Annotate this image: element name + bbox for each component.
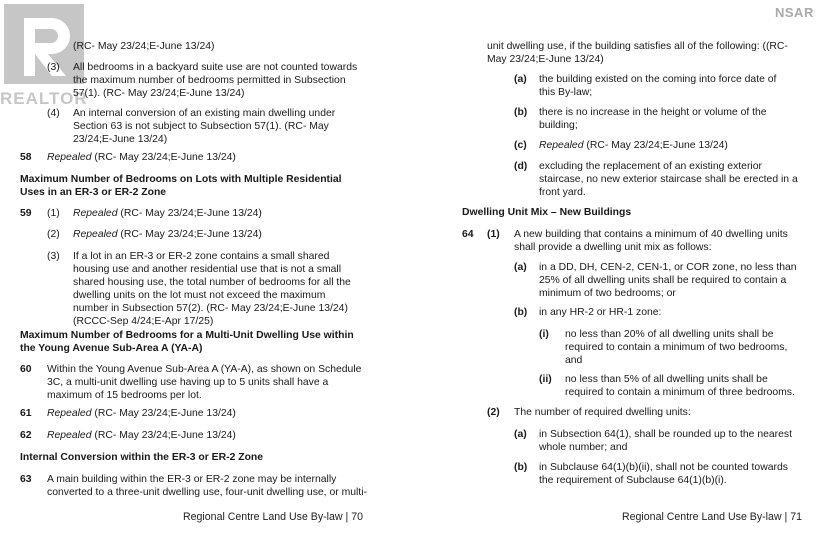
- clause-text: [539, 139, 794, 152]
- subsection-number: (3): [47, 251, 60, 262]
- section-text: A main building within the ER-3 or ER-2 zone may be internally converted to a three-unit dwelling use, four-unit dwelling use, or multi-: [47, 474, 367, 498]
- section-heading: Dwelling Unit Mix – New Buildings: [462, 207, 632, 218]
- section-number: 61: [20, 408, 32, 419]
- repealed-label: Repealed: [73, 229, 118, 240]
- section-heading: Internal Conversion within the ER-3 or ER-2 Zone: [20, 452, 264, 463]
- clause-letter: (a): [514, 262, 527, 273]
- repealed-label: Repealed: [73, 208, 118, 219]
- clause-text: in a DD, DH, CEN-2, CEN-1, or COR zone, no less than 25% of all dwelling units shall be required to contain a minimum of two bedrooms; or: [539, 262, 797, 299]
- page-left: [0, 0, 412, 536]
- clause-letter: (b): [514, 462, 528, 473]
- subsection-text: All bedrooms in a backyard suite use are not counted towards the maximum number of bedrooms permitted in Subsection 57(1). (RC- May 23/24;E-June 13/24): [73, 62, 358, 99]
- section-citation: (RC- May 23/24;E-June 13/24): [91, 408, 236, 419]
- subsection-text: If a lot in an ER-3 or ER-2 zone contains a small shared housing use and another residential use that is not a small shared housing use, the total number of bedrooms for all the dwelling units on the lot must not exceed the maximum number in Subsection 57(2). (RC- May 23/24;E-June 13/24) (RCCC-Sep 4/24;E-Apr 17/25): [73, 251, 351, 327]
- subsection-number: (2): [487, 407, 500, 418]
- clause-letter: (c): [514, 140, 527, 151]
- section-text: [47, 429, 363, 442]
- section-text: [47, 151, 367, 164]
- section-number: 60: [20, 364, 32, 375]
- continuation-text: (RC- May 23/24;E-June 13/24): [73, 41, 215, 52]
- subsection-number: (1): [47, 208, 60, 219]
- subclause-text: no less than 5% of all dwelling units shall be required to contain a minimum of three bedrooms.: [565, 374, 795, 398]
- repealed-label: Repealed: [539, 140, 584, 151]
- realtor-watermark-text: REALTOR: [0, 89, 88, 108]
- section-number: 62: [20, 430, 32, 441]
- subclause-number: (i): [539, 329, 549, 340]
- page-footer: Regional Centre Land Use By-law | 70: [183, 511, 364, 523]
- clause-letter: (a): [514, 429, 527, 440]
- subclause-number: (ii): [539, 374, 552, 385]
- clause-text: excluding the replacement of an existing exterior staircase, no new exterior staircase shall be erected in a front yard.: [539, 161, 798, 198]
- clause-text: in Subclause 64(1)(b)(ii), shall not be counted towards the requirement of Subclause 64(1)(b)(i).: [539, 462, 788, 486]
- clause-text: the building existed on the coming into force date of this By-law;: [539, 74, 777, 98]
- section-text: [47, 407, 363, 420]
- subsection-text: An internal conversion of an existing main dwelling under Section 63 is not subject to Subsection 57(1). (RC- May 23/24;E-June 13/24): [73, 108, 336, 145]
- subsection-number: (4): [47, 108, 60, 119]
- page-right: [412, 0, 825, 536]
- nsar-logo-text: NSAR: [775, 5, 814, 20]
- section-number: 59: [20, 208, 32, 219]
- section-number: 58: [20, 152, 32, 163]
- section-number: 64: [462, 229, 474, 240]
- page-footer: Regional Centre Land Use By-law | 71: [622, 511, 803, 523]
- subsection-text: The number of required dwelling units:: [514, 407, 691, 418]
- subsection-text: A new building that contains a minimum of 40 dwelling units shall provide a dwelling unit mix as follows:: [514, 229, 788, 253]
- continuation-text: unit dwelling use, if the building satisfies all of the following: ((RC- May 23/24;E-June 13/24): [487, 41, 788, 65]
- subsection-number: (3): [47, 62, 60, 73]
- clause-letter: (a): [514, 74, 527, 85]
- subsection-citation: (RC- May 23/24;E-June 13/24): [117, 208, 262, 219]
- subsection-citation: (RC- May 23/24;E-June 13/24): [117, 229, 262, 240]
- section-heading: Maximum Number of Bedrooms for a Multi-Unit Dwelling Use within the Young Avenue Sub-Area A (YA-A): [20, 330, 354, 354]
- clause-citation: (RC- May 23/24;E-June 13/24): [583, 140, 728, 151]
- clause-text: in Subsection 64(1), shall be rounded up to the nearest whole number; and: [539, 429, 793, 453]
- clause-letter: (b): [514, 307, 528, 318]
- section-heading: Maximum Number of Bedrooms on Lots with Multiple Residential Uses in an ER-3 or ER-2 Zone: [20, 174, 342, 198]
- clause-text: there is no increase in the height or volume of the building;: [539, 107, 767, 131]
- section-citation: (RC- May 23/24;E-June 13/24): [91, 152, 236, 163]
- clause-text: in any HR-2 or HR-1 zone:: [539, 307, 662, 318]
- repealed-label: Repealed: [47, 152, 92, 163]
- repealed-label: Repealed: [47, 408, 92, 419]
- section-citation: (RC- May 23/24;E-June 13/24): [91, 430, 236, 441]
- section-text: Within the Young Avenue Sub-Area A (YA-A), as shown on Schedule 3C, a multi-unit dwelling use having up to 5 units shall have a maximum of 15 bedrooms per lot.: [47, 364, 362, 401]
- section-number: 63: [20, 474, 32, 485]
- subsection-text: [73, 228, 363, 241]
- clause-letter: (b): [514, 107, 528, 118]
- clause-letter: (d): [514, 161, 528, 172]
- subsection-number: (1): [487, 229, 500, 240]
- repealed-label: Repealed: [47, 430, 92, 441]
- subsection-text: [73, 207, 363, 220]
- subsection-number: (2): [47, 229, 60, 240]
- subclause-text: no less than 20% of all dwelling units shall be required to contain a minimum of two bedrooms, and: [565, 329, 788, 366]
